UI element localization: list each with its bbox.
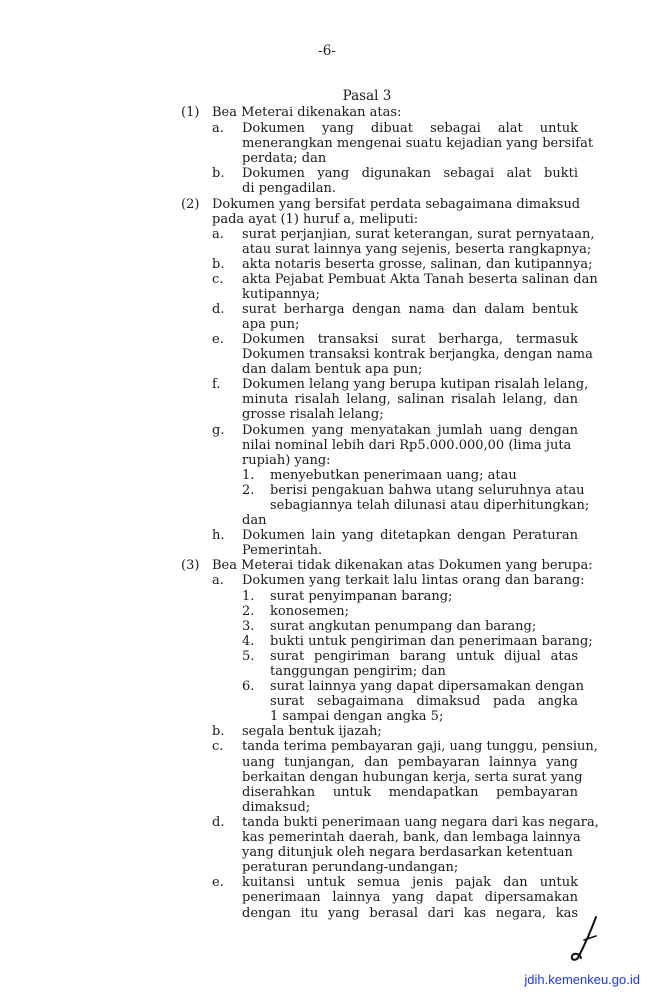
text-line: di pengadilan.: [242, 181, 336, 196]
list-marker: (2): [181, 197, 200, 212]
list-marker: 6.: [242, 679, 255, 694]
footer-link[interactable]: jdih.kemenkeu.go.id: [524, 972, 640, 987]
text-line: uang tunjangan, dan pembayaran lainnya yang: [242, 755, 578, 770]
text-line: akta Pejabat Pembuat Akta Tanah beserta salinan dan: [242, 272, 598, 287]
list-marker: d.: [212, 302, 225, 317]
text-line: Dokumen yang bersifat perdata sebagaimana dimaksud: [212, 197, 581, 212]
text-line: dan dalam bentuk apa pun;: [242, 362, 423, 377]
text-line: Bea Meterai dikenakan atas:: [212, 105, 402, 120]
list-marker: 2.: [242, 604, 255, 619]
list-marker: b.: [212, 166, 225, 181]
text-line: Dokumen yang dibuat sebagai alat untuk: [242, 121, 578, 136]
text-line: kuitansi untuk semua jenis pajak dan untuk: [242, 875, 578, 890]
article-title: Pasal 3: [342, 88, 392, 104]
text-line: surat lainnya yang dapat dipersamakan dengan: [270, 679, 584, 694]
list-marker: h.: [212, 528, 225, 543]
list-marker: (3): [181, 558, 200, 573]
text-line: atau surat lainnya yang sejenis, beserta rangkapnya;: [242, 242, 592, 257]
text-line: surat penyimpanan barang;: [270, 589, 453, 604]
text-line: diserahkan untuk mendapatkan pembayaran: [242, 785, 578, 800]
list-marker: 4.: [242, 634, 255, 649]
text-line: dan: [242, 513, 267, 528]
text-line: tanggungan pengirim; dan: [270, 664, 446, 679]
list-marker: 5.: [242, 649, 255, 664]
text-line: pada ayat (1) huruf a, meliputi:: [212, 212, 419, 227]
text-line: apa pun;: [242, 317, 300, 332]
list-marker: 3.: [242, 619, 255, 634]
text-line: surat berharga dengan nama dan dalam bentuk: [242, 302, 578, 317]
text-line: Dokumen lain yang ditetapkan dengan Peraturan: [242, 528, 578, 543]
text-line: menerangkan mengenai suatu kejadian yang bersifat: [242, 136, 594, 151]
text-line: tanda terima pembayaran gaji, uang tunggu, pensiun,: [242, 739, 598, 754]
list-marker: a.: [212, 121, 224, 136]
text-line: kas pemerintah daerah, bank, dan lembaga lainnya: [242, 830, 581, 845]
text-line: minuta risalah lelang, salinan risalah lelang, dan: [242, 392, 578, 407]
text-line: Pemerintah.: [242, 543, 323, 558]
text-line: dengan itu yang berasal dari kas negara, kas: [242, 906, 578, 921]
list-marker: 2.: [242, 483, 255, 498]
text-line: Dokumen transaksi kontrak berjangka, dengan nama: [242, 347, 593, 362]
text-line: berisi pengakuan bahwa utang seluruhnya atau: [270, 483, 585, 498]
text-line: surat sebagaimana dimaksud pada angka: [270, 694, 578, 709]
text-line: konosemen;: [270, 604, 350, 619]
text-line: Dokumen yang menyatakan jumlah uang dengan: [242, 423, 578, 438]
text-line: sebagiannya telah dilunasi atau diperhitungkan;: [270, 498, 590, 513]
text-line: berkaitan dengan hubungan kerja, serta surat yang: [242, 770, 583, 785]
text-line: perdata; dan: [242, 151, 327, 166]
list-marker: 1.: [242, 589, 255, 604]
text-line: akta notaris beserta grosse, salinan, dan kutipannya;: [242, 257, 593, 272]
list-marker: b.: [212, 724, 225, 739]
text-line: peraturan perundang-undangan;: [242, 860, 459, 875]
text-line: surat angkutan penumpang dan barang;: [270, 619, 537, 634]
list-marker: a.: [212, 573, 224, 588]
text-line: Bea Meterai tidak dikenakan atas Dokumen yang berupa:: [212, 558, 593, 573]
list-marker: a.: [212, 227, 224, 242]
page-number: -6-: [318, 43, 336, 59]
text-line: Dokumen yang digunakan sebagai alat bukti: [242, 166, 578, 181]
signature-mark: [566, 914, 606, 962]
list-marker: b.: [212, 257, 225, 272]
text-line: nilai nominal lebih dari Rp5.000.000,00 (lima juta: [242, 438, 572, 453]
list-marker: c.: [212, 272, 224, 287]
text-line: 1 sampai dengan angka 5;: [270, 709, 444, 724]
text-line: bukti untuk pengiriman dan penerimaan barang;: [270, 634, 593, 649]
text-line: kutipannya;: [242, 287, 320, 302]
text-line: menyebutkan penerimaan uang; atau: [270, 468, 517, 483]
list-marker: d.: [212, 815, 225, 830]
list-marker: g.: [212, 423, 225, 438]
text-line: surat perjanjian, surat keterangan, surat pernyataan,: [242, 227, 595, 242]
text-line: yang ditunjuk oleh negara berdasarkan ketentuan: [242, 845, 573, 860]
text-line: Dokumen lelang yang berupa kutipan risalah lelang,: [242, 377, 589, 392]
list-marker: e.: [212, 332, 224, 347]
text-line: Dokumen yang terkait lalu lintas orang dan barang:: [242, 573, 585, 588]
text-line: tanda bukti penerimaan uang negara dari kas negara,: [242, 815, 599, 830]
list-marker: 1.: [242, 468, 255, 483]
text-line: surat pengiriman barang untuk dijual atas: [270, 649, 578, 664]
text-line: dimaksud;: [242, 800, 311, 815]
text-line: penerimaan lainnya yang dapat dipersamakan: [242, 890, 578, 905]
text-line: Dokumen transaksi surat berharga, termasuk: [242, 332, 578, 347]
list-marker: (1): [181, 105, 200, 120]
list-marker: c.: [212, 739, 224, 754]
list-marker: f.: [212, 377, 221, 392]
text-line: grosse risalah lelang;: [242, 407, 384, 422]
text-line: rupiah) yang:: [242, 453, 331, 468]
text-line: segala bentuk ijazah;: [242, 724, 382, 739]
list-marker: e.: [212, 875, 224, 890]
